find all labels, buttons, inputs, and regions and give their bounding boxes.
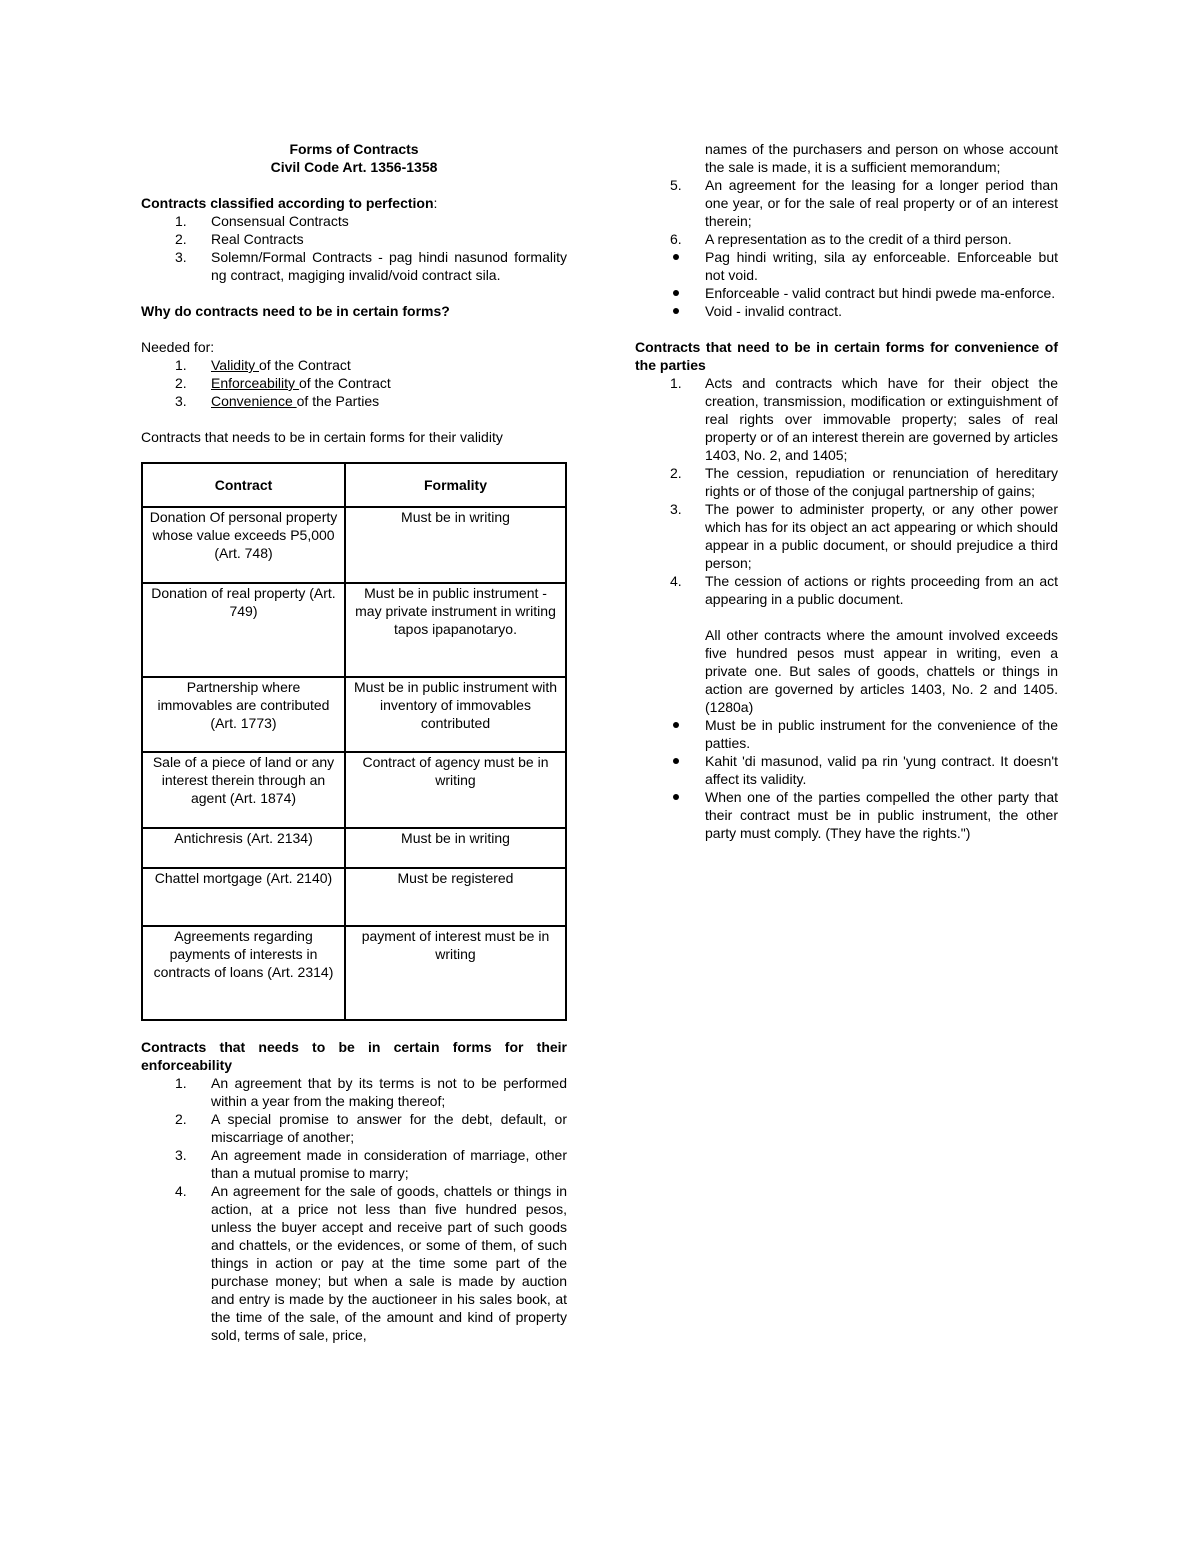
validity-table	[141, 462, 567, 1021]
list-item: 1. An agreement that by its terms is not to be performed within a year from the making thereof;	[175, 1075, 567, 1109]
list-item: 3. Convenience of the Parties	[175, 393, 380, 409]
why-list	[141, 356, 567, 410]
convenience-notes	[635, 716, 1058, 842]
left-column	[141, 140, 567, 1344]
list-item: 3. An agreement made in consideration of marriage, other than a mutual promise to marry;	[175, 1147, 567, 1181]
list-item: 5. An agreement for the leasing for a longer period than one year, or for the sale of real property or of an interest therein;	[670, 177, 1058, 229]
bullet-icon	[673, 722, 679, 728]
table-cell: Must be registered	[345, 868, 566, 926]
list-item: Kahit 'di masunod, valid pa rin 'yung contract. It doesn't affect its validity.	[635, 752, 1058, 788]
column-header-formality: Formality	[345, 463, 566, 507]
page-title: Forms of Contracts	[289, 141, 419, 157]
list-item: 2. Real Contracts	[175, 231, 304, 247]
table-row	[142, 677, 566, 752]
enforceability-list-continued	[635, 176, 1058, 248]
convenience-list	[635, 374, 1058, 608]
table-row	[142, 868, 566, 926]
table-cell: Partnership where immovables are contributed (Art. 1773)	[142, 677, 345, 752]
list-item: 4. The cession of actions or rights proceeding from an act appearing in a public document.	[670, 573, 1058, 607]
list-item: 2. Enforceability of the Contract	[175, 375, 391, 391]
list-item: When one of the parties compelled the other party that their contract must be in public instrument, the other party must comply. (They have the rights.")	[635, 788, 1058, 842]
table-row	[142, 752, 566, 828]
list-item: 2. The cession, repudiation or renunciation of hereditary rights or of those of the conjugal partnership of gains;	[670, 465, 1058, 499]
enforceability-heading: Contracts that needs to be in certain forms for their enforceability	[141, 1039, 567, 1073]
bullet-icon	[673, 290, 679, 296]
list-item: 2. A special promise to answer for the debt, default, or miscarriage of another;	[175, 1111, 567, 1145]
right-column	[635, 140, 1058, 842]
table-cell: Contract of agency must be in writing	[345, 752, 566, 828]
bullet-icon	[673, 308, 679, 314]
bullet-icon	[673, 254, 679, 260]
table-cell: Agreements regarding payments of interests in contracts of loans (Art. 2314)	[142, 926, 345, 1020]
table-cell: Must be in writing	[345, 828, 566, 868]
list-item: 3. The power to administer property, or any other power which has for its object an act appearing or which should appear in a public document, or should prejudice a third person;	[670, 501, 1058, 571]
list-item: Pag hindi writing, sila ay enforceable. Enforceable but not void.	[635, 248, 1058, 284]
enforceability-notes	[635, 248, 1058, 320]
convenience-paragraph: All other contracts where the amount involved exceeds five hundred pesos must appear in writing, even a private one. But sales of goods, chattels or things in action are governed by articles 1403, No. 2 and 1405. (1280a)	[705, 627, 1058, 715]
table-cell: Must be in public instrument with inventory of immovables contributed	[345, 677, 566, 752]
perfection-heading: Contracts classified according to perfection:	[141, 195, 438, 211]
table-row	[142, 926, 566, 1020]
table-row	[142, 507, 566, 583]
why-intro: Needed for:	[141, 339, 215, 355]
table-row	[142, 583, 566, 677]
bullet-icon	[673, 794, 679, 800]
table-cell: Donation Of personal property whose value exceeds P5,000 (Art. 748)	[142, 507, 345, 583]
list-item: 1. Acts and contracts which have for their object the creation, transmission, modification or extinguishment of real rights over immovable property; sales of real property or of an interest therein are governed by articles 1403, No. 2, and 1405;	[670, 375, 1058, 463]
validity-intro: Contracts that needs to be in certain forms for their validity	[141, 429, 503, 445]
list-item: Enforceable - valid contract but hindi pwede ma-enforce.	[635, 284, 1058, 302]
table-cell: Donation of real property (Art. 749)	[142, 583, 345, 677]
list-item: Void - invalid contract.	[635, 302, 1058, 320]
why-heading: Why do contracts need to be in certain forms?	[141, 303, 450, 319]
page-subtitle: Civil Code Art. 1356-1358	[270, 159, 438, 175]
table-cell: Chattel mortgage (Art. 2140)	[142, 868, 345, 926]
table-cell: Sale of a piece of land or any interest therein through an agent (Art. 1874)	[142, 752, 345, 828]
list-item: Must be in public instrument for the convenience of the patties.	[635, 716, 1058, 752]
convenience-heading: Contracts that need to be in certain forms for convenience of the parties	[635, 339, 1058, 373]
list-item: 1. Validity of the Contract	[175, 357, 351, 373]
bullet-icon	[673, 758, 679, 764]
table-row	[142, 828, 566, 868]
table-header-row	[142, 463, 566, 507]
enforceability-continuation: names of the purchasers and person on whose account the sale is made, it is a sufficient memorandum;	[705, 141, 1058, 175]
list-item: 1. Consensual Contracts	[175, 213, 349, 229]
table-cell: payment of interest must be in writing	[345, 926, 566, 1020]
list-item: 6. A representation as to the credit of a third person.	[670, 231, 1012, 247]
table-cell: Must be in writing	[345, 507, 566, 583]
column-header-contract: Contract	[142, 463, 345, 507]
perfection-list	[141, 212, 567, 284]
table-cell: Antichresis (Art. 2134)	[142, 828, 345, 868]
list-item: 3. Solemn/Formal Contracts - pag hindi nasunod formality ng contract, magiging invalid/void contract sila.	[175, 249, 567, 283]
enforceability-list	[141, 1074, 567, 1344]
list-item: 4. An agreement for the sale of goods, chattels or things in action, at a price not less than five hundred pesos, unless the buyer accept and receive part of such goods and chattels, or the evidences, or some of them, of such things in action or pay at the time some part of the purchase money; but when a sale is made by auction and entry is made by the auctioneer in his sales book, at the time of the sale, of the amount and kind of property sold, terms of sale, price,	[175, 1183, 567, 1343]
table-cell: Must be in public instrument - may private instrument in writing tapos ipapanotaryo.	[345, 583, 566, 677]
